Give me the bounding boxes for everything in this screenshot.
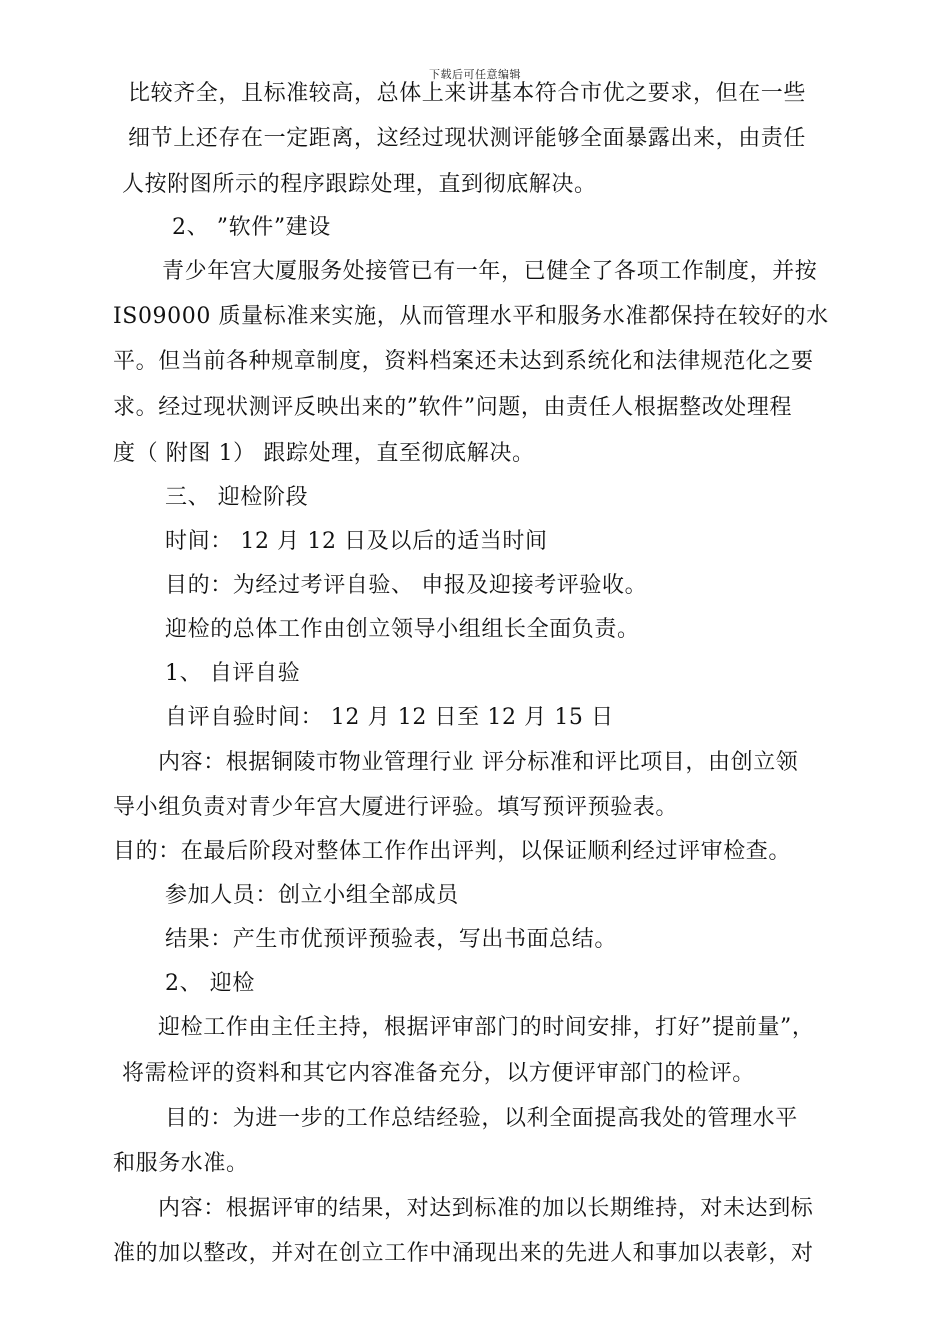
- body-line: 和服务水准。: [113, 1151, 249, 1176]
- body-line: 自评自验时间： 12 月 12 日至 12 月 15 日: [165, 705, 614, 730]
- body-line: 比较齐全，且标准较高，总体上来讲基本符合市优之要求，但在一些: [128, 81, 807, 106]
- body-line: 人按附图所示的程序跟踪处理，直到彻底解决。: [122, 172, 597, 197]
- body-line: 内容：根据铜陵市物业管理行业 评分标准和评比项目，由创立领: [158, 750, 799, 775]
- body-line: 目的：为进一步的工作总结经验，以利全面提高我处的管理水平: [165, 1106, 798, 1131]
- body-line: 青少年宫大厦服务处接管已有一年，已健全了各项工作制度，并按: [162, 259, 818, 284]
- body-line: 迎检的总体工作由创立领导小组组长全面负责。: [165, 617, 640, 642]
- body-line: IS09000 质量标准来实施，从而管理水平和服务水准都保持在较好的水: [113, 304, 829, 329]
- body-line: 目的：为经过考评自验、 申报及迎接考评验收。: [165, 573, 648, 598]
- body-line: 准的加以整改，并对在创立工作中涌现出来的先进人和事加以表彰，对: [113, 1241, 814, 1266]
- body-line: 结果：产生市优预评预验表，写出书面总结。: [165, 927, 618, 952]
- body-line: 参加人员：创立小组全部成员: [165, 883, 459, 908]
- body-line: 细节上还存在一定距离，这经过现状测评能够全面暴露出来，由责任: [128, 126, 807, 151]
- body-line: 内容：根据评审的结果，对达到标准的加以长期维持，对未达到标: [158, 1196, 814, 1221]
- body-line: 将需检评的资料和其它内容准备充分，以方便评审部门的检评。: [122, 1061, 755, 1086]
- section-heading: 三、 迎检阶段: [165, 485, 309, 510]
- body-line: 导小组负责对青少年宫大厦进行评验。填写预评预验表。: [113, 795, 679, 820]
- body-line: 目的：在最后阶段对整体工作作出评判，以保证顺利经过评审检查。: [113, 839, 792, 864]
- body-line: 度（ 附图 1） 跟踪处理，直至彻底解决。: [113, 441, 535, 466]
- section-heading: 2、 迎检: [165, 971, 255, 996]
- body-line: 求。经过现状测评反映出来的”软件”问题，由责任人根据整改处理程: [113, 395, 793, 420]
- body-line: 平。但当前各种规章制度，资料档案还未达到系统化和法律规范化之要: [113, 349, 814, 374]
- download-note: 下载后可任意编辑: [429, 68, 521, 81]
- body-line: 时间： 12 月 12 日及以后的适当时间: [165, 529, 548, 554]
- section-heading: 2、 ”软件”建设: [172, 215, 331, 240]
- section-heading: 1、 自评自验: [165, 661, 301, 686]
- body-line: 迎检工作由主任主持，根据评审部门的时间安排，打好”提前量”，: [158, 1015, 815, 1040]
